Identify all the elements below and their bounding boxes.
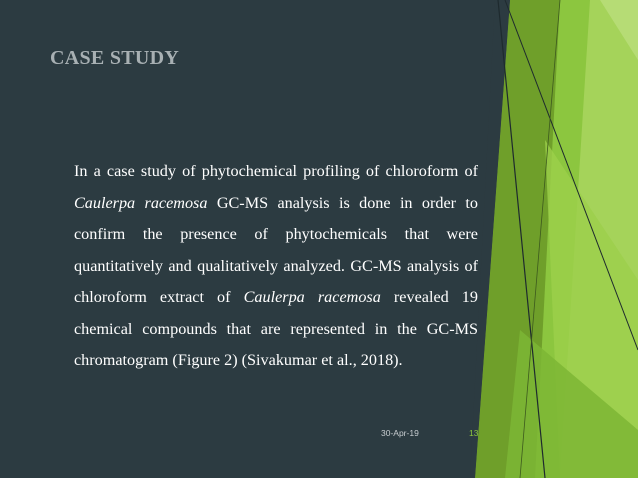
footer-date: 30-Apr-19 xyxy=(381,428,419,438)
body-text-part-1: In a case study of phytochemical profiling of chloroform of xyxy=(74,162,478,180)
body-paragraph xyxy=(74,156,478,377)
body-text-part-3: revealed 19 chemical compounds that are represented in the GC-MS chromatogram (Figure 2) (Sivakumar et al., 2018). xyxy=(74,288,478,369)
slide-title: CASE STUDY xyxy=(50,47,180,69)
species-name-1: Caulerpa racemosa xyxy=(74,193,208,212)
page-number: 13 xyxy=(469,428,479,438)
body-text-part-2: GC-MS analysis is done in order to confirm the presence of phytochemicals that were quantitatively and qualitatively analyzed. GC-MS analysis of chloroform extract of xyxy=(74,193,478,306)
species-name-2: Caulerpa racemosa xyxy=(243,288,381,306)
